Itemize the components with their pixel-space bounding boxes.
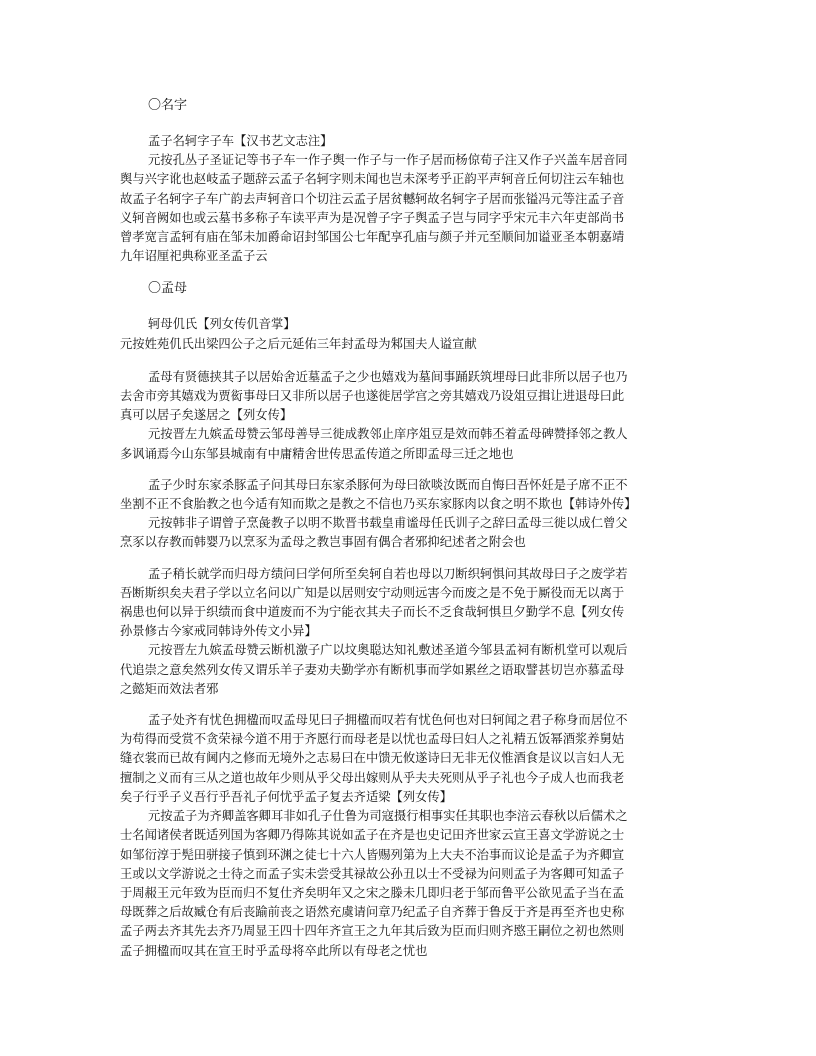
paragraph-three-moves: 孟母有贤德挟其子以居始舍近墓孟子之少也嬉戏为墓间事踊跃筑埋母曰此非所以居子也乃 去舍市旁其嬉戏为贾衒事母曰又非所以居子也遂徙居学宫之旁其嬉戏乃设俎豆揖让进退母曰此 真可以居子矣遂居之【列女传】	[120, 369, 628, 423]
document-body	[120, 97, 700, 961]
paragraph-mother-source: 轲母仉氏【列女传仉音掌】 元按姓苑仉氏出梁四公子之后元延佑三年封孟母为邾国夫人谥宣献	[120, 317, 477, 351]
section-heading-mother: 〇孟母	[148, 281, 188, 297]
paragraph-in-qi-commentary: 元按孟子为齐卿盖客卿耳非如孔子仕鲁为司寇摄行相事实任其职也李涪云春秋以后儒术之 士名闻诸侯者既适列国为客卿乃得陈其说如孟子在齐是也史记田齐世家云宣王喜文学游说之士 如邹衍淳于髡田骈接子慎到环渊之徒七十六人皆赐列第为上大夫不治事而议论是孟子为齐卿宣 王或以文学游说之士待之而孟子实未尝受其禄故公孙丑以士不受禄为问则孟子为客卿可知孟子 于周赧王元年致为臣而归不复仕齐矣明年又之宋之滕未几即归老于邹而鲁平公欲见孟子当在孟 母既葬之后故臧仓有后丧踰前丧之语然充虞请问章乃纪孟子自齐葬于鲁反于齐是再至齐也史称 孟子两去齐其先去齐乃周显王四十四年齐宣王之九年其后致为臣而归则齐愍王嗣位之初也然则 孟子拥楹而叹其在宣王时乎孟母将卒此所以有母老之忧也	[120, 809, 628, 958]
section-heading-name: 〇名字	[148, 98, 188, 113]
paragraph-pork: 孟子少时东家杀豚孟子问其母曰东家杀豚何为母曰欲啖汝既而自悔曰吾怀妊是子席不正不 坐割不正不食胎教之也今适有知而欺之是教之不信也乃买东家豚肉以食之明不欺也【韩诗外传】	[120, 477, 637, 512]
paragraph-cut-loom: 孟子稍长就学而归母方绩问曰学何所至矣轲自若也母以刀断织轲惧问其故母曰子之废学若 吾断斯织矣夫君子学以立名问以广知是以居则安宁动则远害今而废之是不免于厮役而无以离于 祸患也何以异于织绩而食中道废而不为宁能衣其夫子而长不乏食哉轲惧旦夕勤学不息【列女传 孙景修古今家戒同韩诗外传文小异】	[120, 566, 628, 639]
paragraph-pork-commentary: 元按韩非子谓曾子烹彘教子以明不欺晋书载皇甫谧母任氏训子之辞曰孟母三徙以成仁曾父 烹豕以存教而韩婴乃以烹豕为孟母之教岂事固有偶合者邪抑纪述者之附会也	[120, 516, 628, 550]
paragraph-cut-loom-commentary: 元按晋左九嫔孟母赞云断机激子广以坟奥聪达知礼敷述圣道今邹县孟祠有断机堂可以观后 代追崇之意矣然列女传又谓乐羊子妻劝夫勤学亦有断机事而学如累丝之语取譬甚切岂亦慕孟母 之懿矩而效法者邪	[120, 643, 628, 696]
paragraph-name-commentary: 元按孔丛子圣证记等书子车一作子舆一作子与一作子居而杨倞荀子注又作子兴盖车居音同 舆与兴字讹也赵岐孟子题辞云孟子名轲字则未闻也岂未深考乎正韵平声轲音丘何切注云车轴也 故孟子名轲字子车广韵去声轲音口个切注云孟子居贫轗轲故名轲字子居而张镒冯元等注孟子音 义轲音阙如也或云墓书多称子车读平声为是况曾子字子舆孟子岂与同字乎宋元丰六年吏部尚书 曾孝宽言孟轲有庙在邹未加爵命诏封邹国公七年配享孔庙与颜子并元至顺间加谥亚圣本朝嘉靖 九年诏厘祀典称亚圣孟子云	[120, 153, 628, 264]
paragraph-name-source: 孟子名轲字子车【汉书艺文志注】	[148, 134, 333, 148]
paragraph-three-moves-commentary: 元按晋左九嫔孟母赞云邹母善导三徙成教邻止庠序俎豆是效而韩丕着孟母碑赞择邻之教人 多讽诵焉今山东邹县城南有中庸精舍世传思孟传道之所即孟母三迁之地也	[120, 427, 628, 461]
paragraph-in-qi: 孟子处齐有忧色拥楹而叹孟母见曰子拥楹而叹若有忧色何也对曰轲闻之君子称身而居位不 为苟得而受赏不贪荣禄今道不用于齐愿行而母老是以忧也孟母曰妇人之礼精五饭幂酒浆养舅姑 缝衣裳而已故有阃内之修而无境外之志易曰在中馈无攸遂诗曰无非无仪惟酒食是议以言妇人无 擅制之义而有三从之道也故年少则从乎父母出嫁则从乎夫夫死则从乎子礼也今子成人也而我老 矣子行乎子义吾行乎吾礼子何忧乎孟子复去齐适梁【列女传】	[120, 713, 628, 804]
